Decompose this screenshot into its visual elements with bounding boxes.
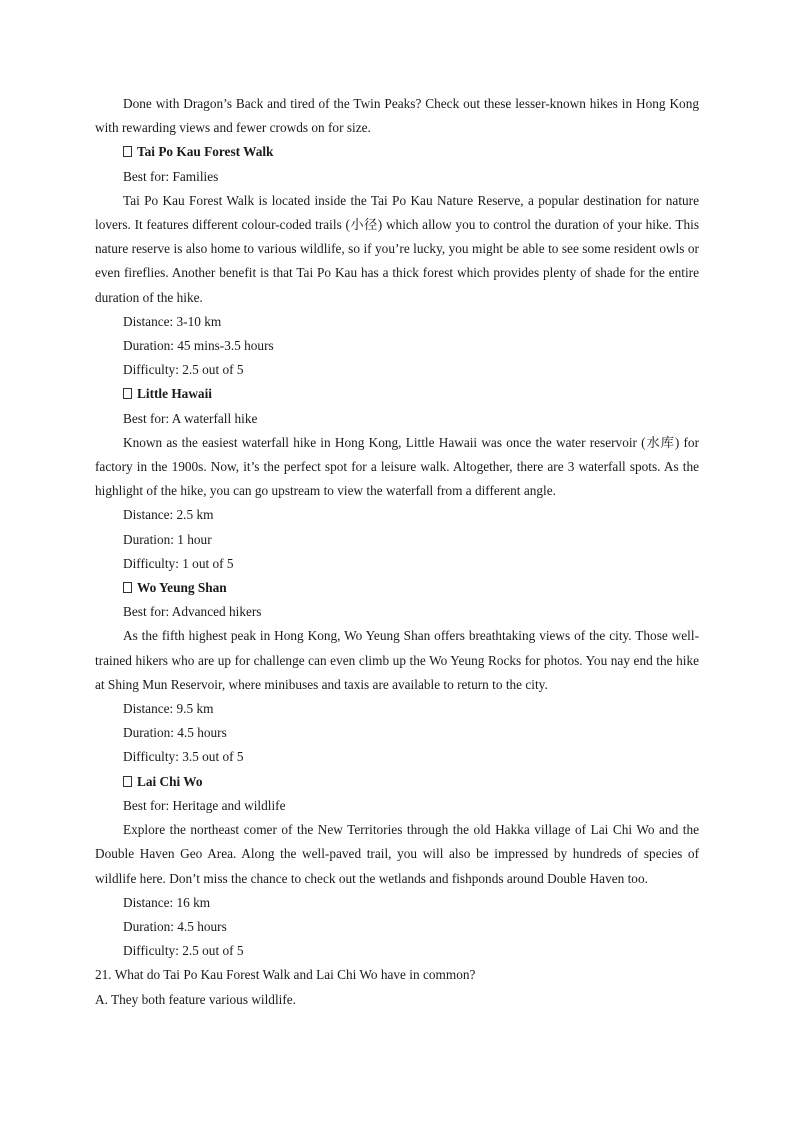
hike-heading — [95, 770, 699, 794]
hike-difficulty: Difficulty: 2.5 out of 5 — [123, 943, 244, 959]
answer-option-a: A. They both feature various wildlife. — [95, 991, 296, 1007]
hike-difficulty: Difficulty: 1 out of 5 — [123, 555, 234, 571]
hike-title: Tai Po Kau Forest Walk — [137, 144, 274, 160]
hike-title: Wo Yeung Shan — [137, 580, 227, 596]
intro-paragraph: Done with Dragon’s Back and tired of the Twin Peaks? Check out these lesser-known hikes in Hong Kong with rewarding views and fewer crowds on for size. — [95, 96, 699, 136]
question-stem: 21. What do Tai Po Kau Forest Walk and Lai Chi Wo have in common? — [95, 967, 476, 983]
hike-best-for: Best for: Families — [123, 168, 219, 184]
hike-title: Lai Chi Wo — [137, 773, 203, 789]
hike-description: Known as the easiest waterfall hike in Hong Kong, Little Hawaii was once the water reservoir (水库) for factory in the 1900s. Now, it’s the perfect spot for a leisure walk. Altogether, there are 3 waterfall spots. As the highlight of the hike, you can go upstream to view the waterfall from a different angle. — [95, 434, 699, 499]
checkbox-icon — [123, 582, 132, 593]
hike-difficulty: Difficulty: 2.5 out of 5 — [123, 362, 244, 378]
checkbox-icon — [123, 776, 132, 787]
hike-duration: Duration: 45 mins-3.5 hours — [123, 338, 274, 354]
hike-distance: Distance: 9.5 km — [123, 701, 214, 717]
hike-description: Tai Po Kau Forest Walk is located inside the Tai Po Kau Nature Reserve, a popular destination for nature lovers. It features different colour-coded trails (小径) which allow you to control the duration of your hike. This nature reserve is also home to various wildlife, so if you’re lucky, you might be able to see some resident owls or even fireflies. Another benefit is that Tai Po Kau has a thick forest which provides plenty of shade for the entire duration of the hike. — [95, 192, 699, 305]
hike-distance: Distance: 3-10 km — [123, 313, 222, 329]
checkbox-icon — [123, 146, 132, 157]
hike-distance: Distance: 16 km — [123, 894, 211, 910]
hike-description: Explore the northeast comer of the New Territories through the old Hakka village of Lai Chi Wo and the Double Haven Geo Area. Along the well-paved trail, you will also be impressed by hundreds of species of wildlife here. Don’t miss the chance to check out the wetlands and fishponds around Double Haven too. — [95, 822, 699, 886]
hike-heading — [95, 576, 699, 600]
hike-best-for: Best for: Heritage and wildlife — [123, 797, 286, 813]
checkbox-icon — [123, 388, 132, 399]
hike-duration: Duration: 1 hour — [123, 531, 212, 547]
hike-difficulty: Difficulty: 3.5 out of 5 — [123, 749, 244, 765]
hike-description: As the fifth highest peak in Hong Kong, Wo Yeung Shan offers breathtaking views of the city. Those well-trained hikers who are up for challenge can even climb up the Wo Yeung Rocks for photos. You nay end the hike at Shing Mun Reservoir, where minibuses and taxis are available to return to the city. — [95, 628, 699, 692]
hike-distance: Distance: 2.5 km — [123, 507, 214, 523]
hike-best-for: Best for: A waterfall hike — [123, 410, 258, 426]
hike-duration: Duration: 4.5 hours — [123, 725, 227, 741]
hike-heading — [95, 382, 699, 406]
article-body — [95, 92, 699, 1012]
hike-duration: Duration: 4.5 hours — [123, 918, 227, 934]
hike-best-for: Best for: Advanced hikers — [123, 604, 262, 620]
hike-heading — [95, 140, 699, 164]
hike-title: Little Hawaii — [137, 386, 212, 402]
